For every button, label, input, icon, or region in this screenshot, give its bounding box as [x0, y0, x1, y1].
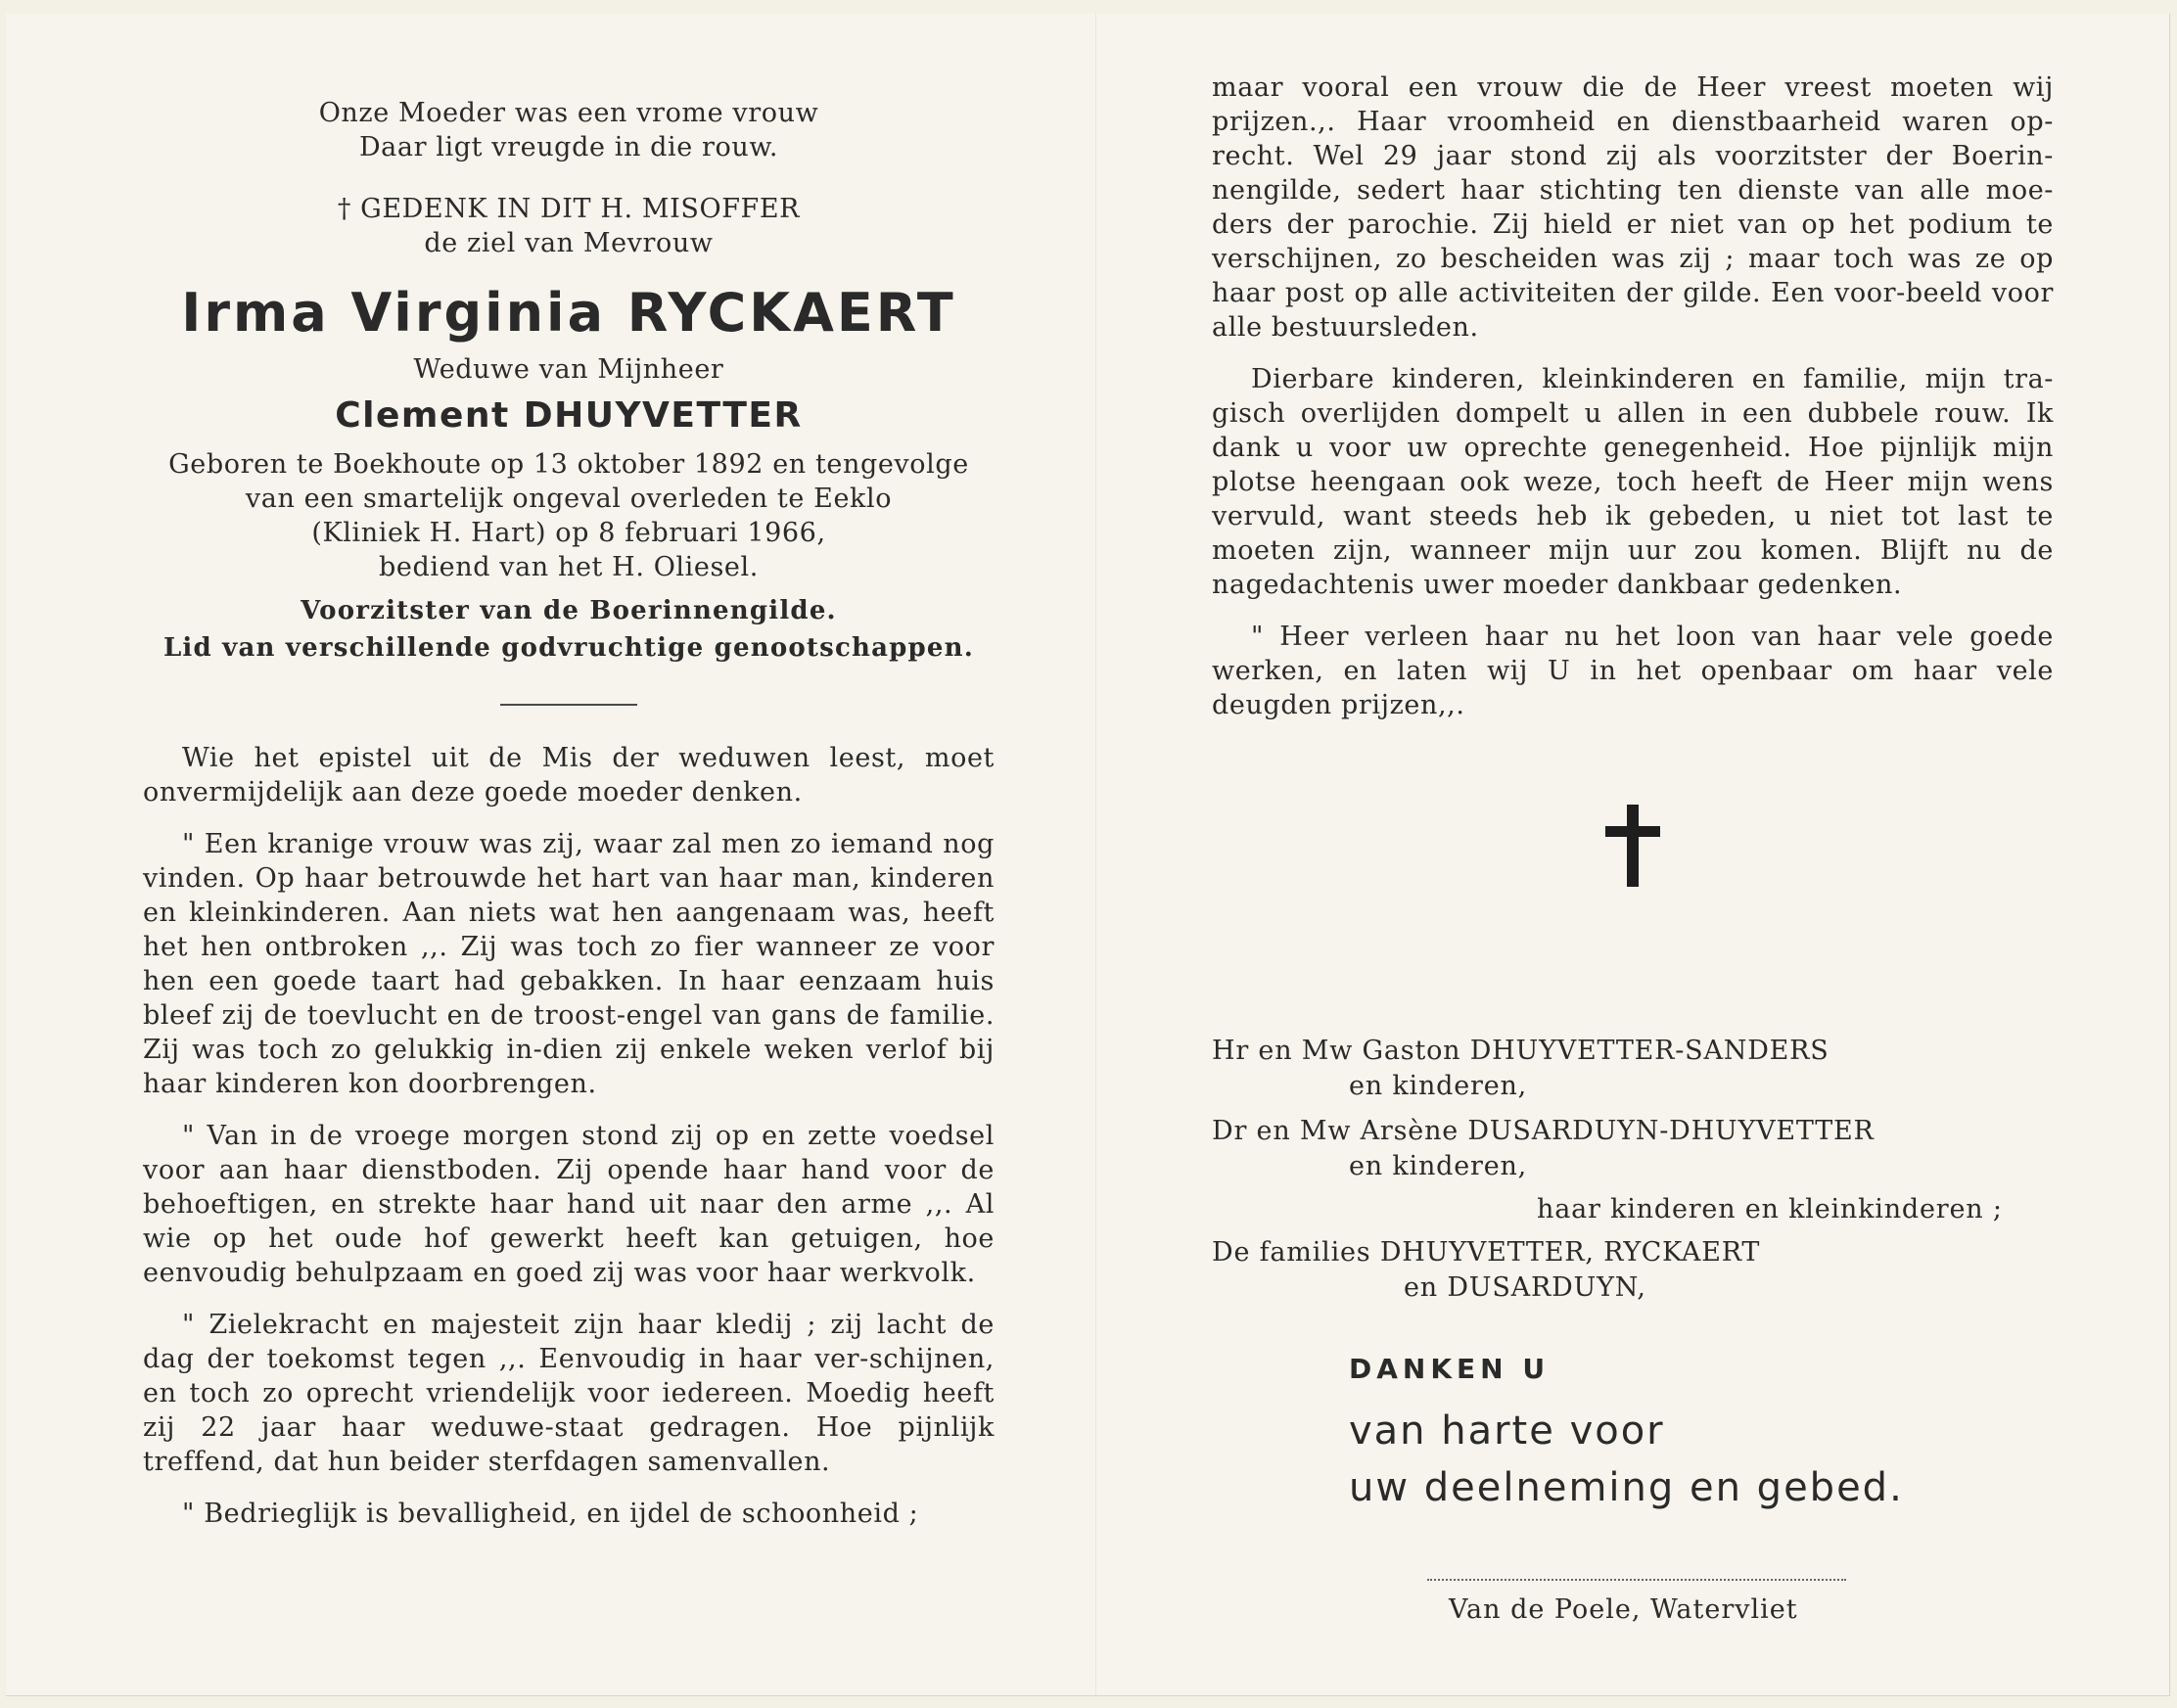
paragraph: " Van in de vroege morgen stond zij op en zette voedsel voor aan haar dienstboden. Zij opende haar hand voor de behoeftigen, en strekte haar hand uit naar den arme ,,. Al wie op het oude hof gewerkt heeft kan getuigen, hoe eenvoudig behulpzaam en goed zij was voor haar werkvolk. [143, 1121, 995, 1288]
family-line: haar kinderen en kleinkinderen ; [1537, 1194, 2003, 1224]
danken-heading: DANKEN U [1349, 1353, 1551, 1385]
paragraph: " Een kranige vrouw was zij, waar zal men zo iemand nog vinden. Op haar betrouwde het hart van haar man, kinderen en kleinkinderen. Aan niets wat hen aangenaam was, heeft het hen ontbroken ,,. Zij was toch zo fier wanneer ze voor hen een goede taart had gebakken. In haar eenzaam huis bleef zij de toevlucht en de troost-engel van gans de familie. Zij was toch zo gelukkig in-dien zij enkele weken verlof bij haar kinderen kon doorbrengen. [143, 829, 995, 1099]
printer-credit: Van de Poele, Watervliet [1449, 1594, 1798, 1625]
ziel-line: de ziel van Mevrouw [424, 228, 714, 258]
birth-line: bediend van het H. Oliesel. [379, 552, 759, 582]
husband-name: Clement DHUYVETTER [335, 395, 803, 436]
paragraph: " Zielekracht en majesteit zijn haar kledij ; zij lacht de dag der toekomst tegen ,,. Eenvoudig in haar ver-schijnen, en toch zo oprecht vriendelijk voor iedereen. Moedig heeft zij 22 jaar haar weduwe-staat gedragen. Hoe pijnlijk treffend, dat hun beider sterfdagen samenvallen. [143, 1310, 995, 1477]
left-page [143, 14, 995, 1531]
gedenk-line: † GEDENK IN DIT H. MISOFFER [337, 194, 801, 224]
paragraph: maar vooral een vrouw die de Heer vreest moeten wij prijzen.,. Haar vroomheid en dienstbaarheid waren op-recht. Wel 29 jaar stond zij als voorzitster der Boerin-nengilde, sedert haar stichting ten dienste van alle moe-ders der parochie. Zij hield er niet van op het podium te verschijnen, zo bescheiden was zij ; maar toch was ze op haar post op alle activiteiten der gilde. Een voor-beeld voor alle bestuursleden. [1212, 72, 2054, 343]
paragraph: Wie het epistel uit de Mis der weduwen leest, moet onvermijdelijk aan deze goede moeder denken. [143, 743, 995, 808]
paragraph: " Bedrieglijk is bevalligheid, en ijdel de schoonheid ; [182, 1499, 919, 1529]
role-line: Voorzitster van de Boerinnengilde. [301, 596, 837, 625]
family-line: en kinderen, [1349, 1151, 1528, 1181]
family-line: Dr en Mw Arsène DUSARDUYN-DHUYVETTER [1212, 1116, 1875, 1146]
fold-line [1095, 14, 1096, 1695]
birth-line: (Kliniek H. Hart) op 8 februari 1966, [311, 518, 826, 548]
poem-line: Daar ligt vreugde in die rouw. [358, 132, 779, 162]
family-line: De families DHUYVETTER, RYCKAERT [1212, 1237, 1761, 1268]
birth-line: Geboren te Boekhoute op 13 oktober 1892 en tengevolge [168, 449, 969, 480]
paragraph: " Heer verleen haar nu het loon van haar vele goede werken, en laten wij U in het openbaar om haar vele deugden prijzen,,. [1212, 622, 2054, 720]
right-page [1212, 14, 2054, 1625]
memorial-card [6, 14, 2170, 1696]
cross-icon [1605, 805, 1660, 887]
weduwe-line: Weduwe van Mijnheer [413, 354, 724, 385]
role-line: Lid van verschillende godvruchtige genootschappen. [162, 633, 975, 663]
family-line: Hr en Mw Gaston DHUYVETTER-SANDERS [1212, 1036, 1830, 1066]
paragraph: Dierbare kinderen, kleinkinderen en familie, mijn tra-gisch overlijden dompelt u allen in een dubbele rouw. Ik dank u voor uw oprechte genegenheid. Hoe pijnlijk mijn plotse heengaan ook weze, toch heeft de Heer mijn wens vervuld, want steeds heb ik gebeden, u niet tot last te moeten zijn, wanneer mijn uur zou komen. Blijft nu de nagedachtenis uwer moeder dankbaar gedenken. [1212, 364, 2054, 600]
family-line: en DUSARDUYN, [1404, 1272, 1646, 1303]
deceased-name: Irma Virginia RYCKAERT [181, 282, 956, 344]
thanks-line: uw deelneming en gebed. [1349, 1465, 1904, 1510]
dotted-rule [1427, 1579, 1846, 1581]
birth-line: van een smartelijk ongeval overleden te Eeklo [245, 484, 893, 514]
separator [500, 704, 637, 706]
thanks-line: van harte voor [1349, 1408, 1665, 1454]
family-line: en kinderen, [1349, 1071, 1528, 1101]
poem-line: Onze Moeder was een vrome vrouw [318, 98, 819, 128]
